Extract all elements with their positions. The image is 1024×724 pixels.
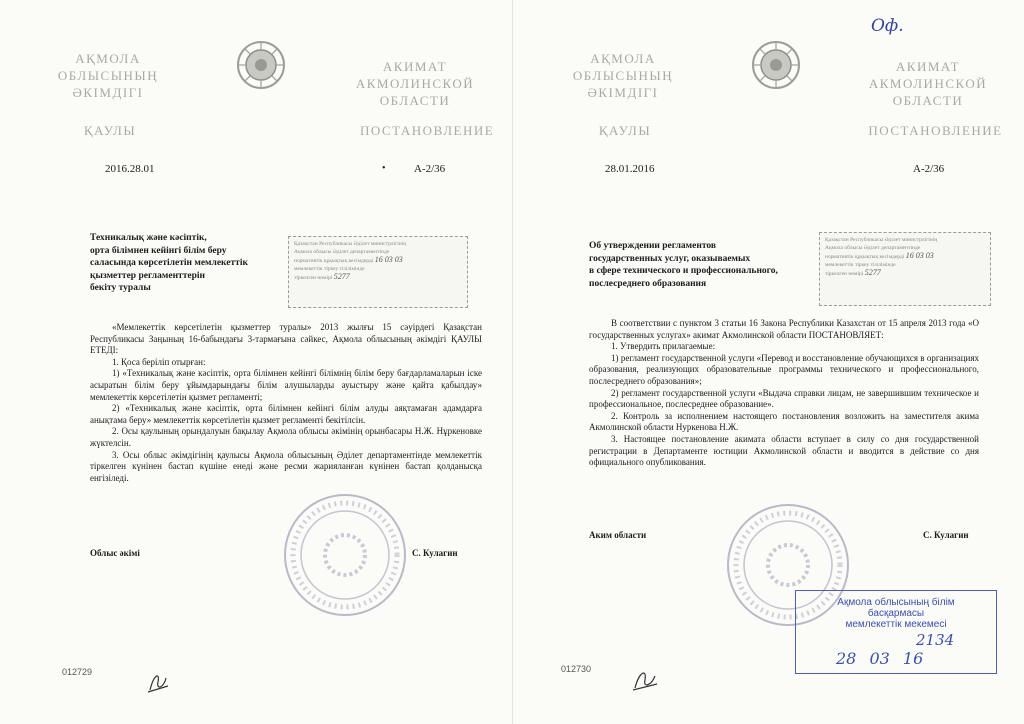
reg-date-handwritten: 16 03 03 <box>374 255 403 264</box>
state-emblem-icon <box>751 40 801 90</box>
reg-number-handwritten: 5277 <box>864 268 881 277</box>
header-kz-line: АҚМОЛА <box>75 51 141 66</box>
state-emblem-icon <box>236 40 286 90</box>
header-ru-line: АКИМАТ <box>895 59 961 74</box>
paragraph: 2. Контроль за исполнением настоящего постановления возложить на заместителя акима Акмолинской области Нуркенова Н.Ж. <box>589 410 979 433</box>
stamp-date-handwritten: 28 03 16 <box>836 649 924 668</box>
signatory-name: С. Кулагин <box>412 548 458 558</box>
registration-box <box>819 232 991 306</box>
header-kz <box>38 50 178 101</box>
header-ru-line: АКИМАТ <box>382 59 448 74</box>
corner-handwritten-note: Оф. <box>871 16 904 36</box>
doc-type-ru: ПОСТАНОВЛЕНИЕ <box>360 123 495 138</box>
initials-signature-icon <box>629 664 661 694</box>
document-title <box>589 240 819 290</box>
paragraph: 3. Настоящее постановление акимата области вступает в силу со дня государственной регистрации в Департаменте юстиции Акмолинской области и вводится в действие со дня официального опубликования. <box>589 433 979 468</box>
signatory-title: Облыс әкімі <box>90 548 140 558</box>
title-line: бекіту туралы <box>90 283 151 293</box>
header-kz-line: АҚМОЛА <box>590 51 656 66</box>
doc-type-kz: ҚАУЛЫ <box>83 123 137 138</box>
reg-line: Қазақстан Республикасы Әділет министрлігінің <box>825 237 938 243</box>
stamp-line: мемлекеттік мекемесі <box>845 619 947 630</box>
reg-line: Ақмола облысы Әділет департаментінде <box>294 249 390 255</box>
reg-date-row <box>294 256 462 265</box>
title-line: государственных услуг, оказываемых <box>589 253 751 264</box>
header-kz-line: ӘКІМДІГІ <box>72 85 144 100</box>
title-line: саласында көрсетілетін мемлекеттік <box>90 258 248 268</box>
incoming-registration-stamp <box>795 590 997 674</box>
stamp-line: Ақмола облысының білім <box>837 597 955 608</box>
header-ru-line: АКМОЛИНСКОЙ <box>355 76 475 91</box>
stamp-number-handwritten: 2134 <box>916 631 955 649</box>
right-page <box>512 0 1024 724</box>
header-kz-line: ӘКІМДІГІ <box>587 85 659 100</box>
header-ru <box>350 58 480 109</box>
reg-line: нормативтік құқықтық кесімдерді <box>294 258 374 264</box>
reg-date-row <box>825 252 985 261</box>
reg-number-row <box>825 269 985 278</box>
document-title <box>90 232 280 295</box>
document-date: 28.01.2016 <box>605 163 655 175</box>
reg-number-handwritten: 5277 <box>333 272 350 281</box>
reg-line: мемлекеттік тіркеу тізілімінде <box>294 266 365 272</box>
paragraph: 3. Осы облыс әкімдігінің қаулысы Ақмола облысының Әділет департаментінде мемлекеттік тіркелген күнінен бастап күшіне енеді және ресми жарияланған күнінен бастап қолданысқа енгізіледі. <box>90 449 482 483</box>
header-kz-line: ОБЛЫСЫНЫҢ <box>572 68 674 83</box>
paragraph: 1. Қоса беріліп отырған: <box>112 356 206 367</box>
document-number: А-2/36 <box>913 163 945 175</box>
document-number: А-2/36 <box>414 163 446 175</box>
reg-line: Қазақстан Республикасы Әділет министрлігінің <box>294 241 407 247</box>
signatory-name: С. Кулагин <box>923 530 969 540</box>
header-ru-line: АКМОЛИНСКОЙ <box>868 76 988 91</box>
form-number: 012730 <box>561 664 592 674</box>
paragraph: 2) «Техникалық және кәсіптік, орта білімнен кейінгі білім алуды аяқтамаған адамдарға анықтама беру» мемлекеттік көрсетілетін қызмет регламенті бекітілсін. <box>90 403 482 425</box>
header-ru-line: ОБЛАСТИ <box>892 93 964 108</box>
initials-signature-icon <box>144 668 172 696</box>
paragraph: 1. Утвердить прилагаемые: <box>611 341 716 352</box>
document-date: 2016.28.01 <box>105 163 155 175</box>
reg-line: мемлекеттік тіркеу тізілімінде <box>825 262 896 268</box>
official-seal-icon <box>280 490 410 620</box>
reg-number-row <box>294 273 462 282</box>
title-line: послесреднего образования <box>589 278 707 289</box>
title-line: орта білімнен кейінгі білім беру <box>90 245 227 256</box>
reg-line: Ақмола облысы Әділет департаментінде <box>825 245 921 251</box>
paragraph: В соответствии с пунктом 3 статьи 16 Закона Республики Казахстан от 15 апреля 2013 года «О государственных услугах» акимат Акмолинской области ПОСТАНОВЛЯЕТ: <box>589 318 979 340</box>
title-line: қызметтер регламенттерін <box>90 270 205 281</box>
title-line: Техникалық және кәсіптік, <box>90 233 207 243</box>
stamp-line: басқармасы <box>867 608 925 619</box>
bullet-icon: • <box>382 163 386 174</box>
reg-line: нормативтік құқықтық кесімдерді <box>825 254 905 260</box>
paragraph: «Мемлекеттік көрсетілетін қызметтер туралы» 2013 жылғы 15 сәуірдегі Қазақстан Республикасы Заңының 16-бабындағы 3-тармағына сәйкес, Ақмола облысының әкімдігі ҚАУЛЫ ЕТЕДІ: <box>90 322 482 356</box>
title-line: в сфере технического и профессионального, <box>589 266 778 276</box>
header-kz <box>553 50 693 101</box>
signatory-title: Аким области <box>589 530 647 540</box>
paragraph: 1) «Техникалық және кәсіптік, орта білімнен кейінгі білімнің білім беру бағдарламаларын іске асыратын білім беру ұйымдарындағы білім алушыларды ауыстыру және қайта қабылдау» мемлекеттік көрсетілетін қызмет регламенті; <box>90 368 482 402</box>
reg-line: тіркелген нөмірі <box>825 271 864 277</box>
doc-type-kz: ҚАУЛЫ <box>598 123 652 138</box>
header-ru <box>858 58 998 109</box>
document-body <box>90 322 482 484</box>
header-kz-line: ОБЛЫСЫНЫҢ <box>57 68 159 83</box>
reg-date-handwritten: 16 03 03 <box>905 251 934 260</box>
paragraph: 2. Осы қаулының орындалуын бақылау Ақмола облысы әкімінің орынбасары Н.Ж. Нұркеновке жүктелсін. <box>90 426 482 448</box>
title-line: Об утверждении регламентов <box>589 241 717 251</box>
paragraph: 2) регламент государственной услуги «Выдача справки лицам, не завершившим техническое и профессиональное, послесреднее образование». <box>589 387 979 410</box>
doc-type-ru: ПОСТАНОВЛЕНИЕ <box>868 123 1003 138</box>
paragraph: 1) регламент государственной услуги «Перевод и восстановление обучающихся в организациях образования, реализующих образовательные программы технического и профессионального, послесреднего образования»; <box>589 352 979 386</box>
registration-box <box>288 236 468 308</box>
header-ru-line: ОБЛАСТИ <box>379 93 451 108</box>
form-number: 012729 <box>62 667 93 677</box>
reg-line: тіркелген нөмірі <box>294 275 333 281</box>
document-body <box>589 318 979 469</box>
